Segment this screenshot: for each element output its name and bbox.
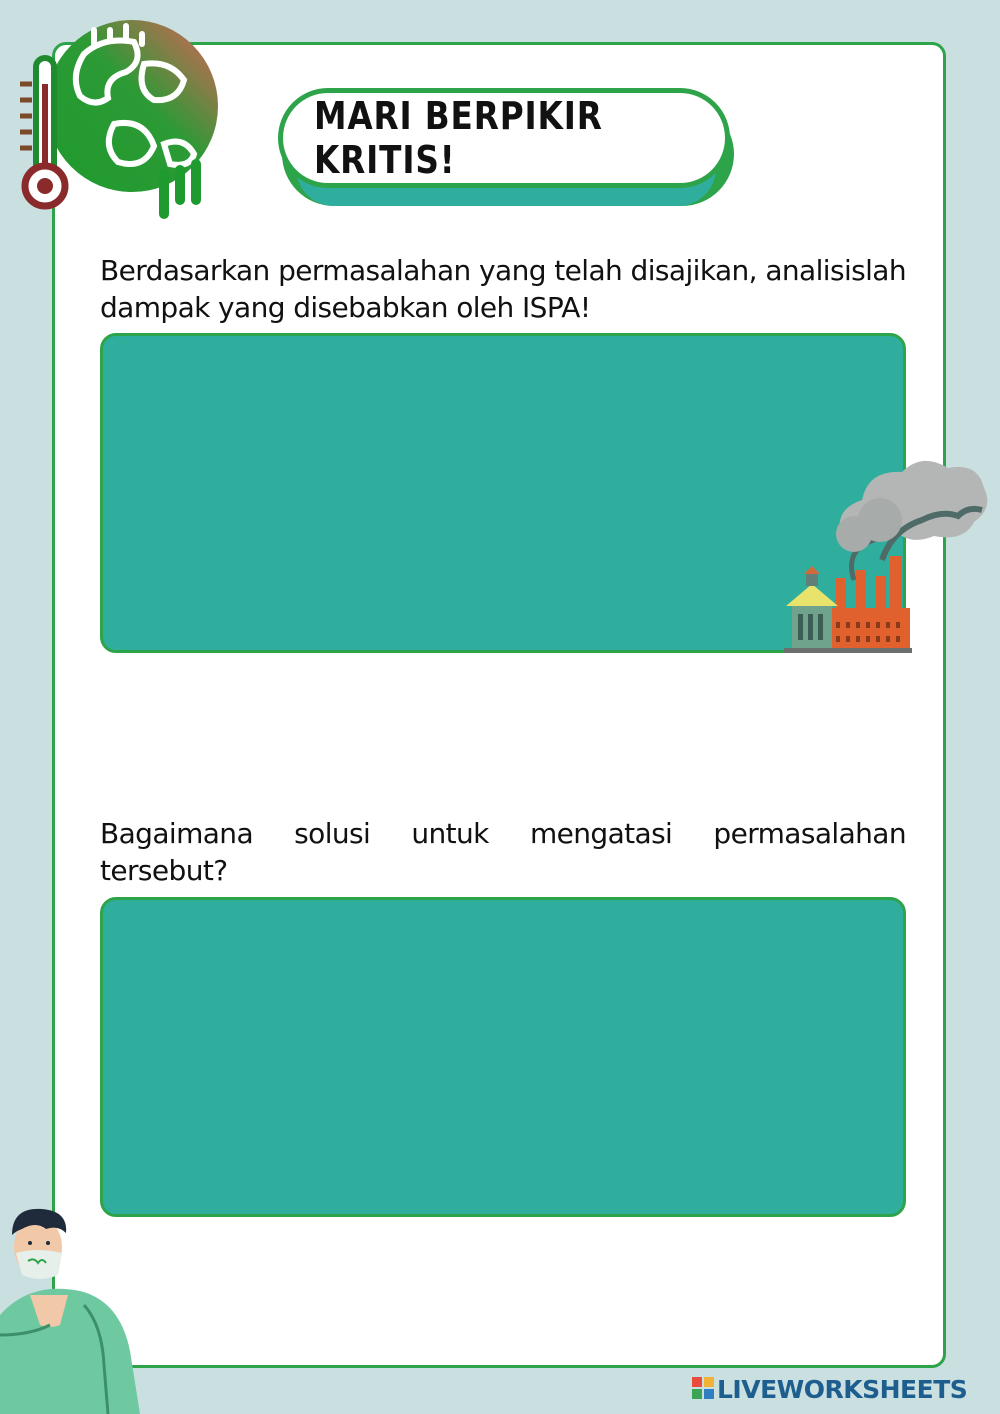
- answer-2-input[interactable]: [100, 897, 906, 1217]
- globe-thermometer-icon: [14, 14, 224, 224]
- question-2-text: Bagaimana solusi untuk mengatasi permasalahan tersebut?: [100, 817, 906, 887]
- page-title: MARI BERPIKIR KRITIS!: [313, 94, 603, 182]
- liveworksheets-branding: [692, 1372, 967, 1406]
- brand-text: LIVEWORKSHEETS: [717, 1374, 968, 1404]
- question-1-text: Berdasarkan permasalahan yang telah disajikan, analisislah dampak yang disebabkan oleh ISPA!: [100, 254, 906, 324]
- masked-person-icon: [0, 1205, 140, 1414]
- liveworksheets-logo-icon: [692, 1377, 714, 1401]
- title-banner-box: [278, 88, 730, 188]
- factory-smoke-icon: [784, 460, 989, 655]
- title-banner: [278, 88, 730, 198]
